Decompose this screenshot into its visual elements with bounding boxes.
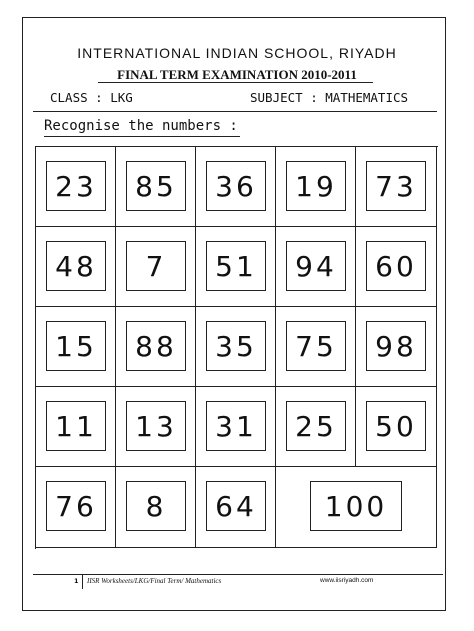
school-name: INTERNATIONAL INDIAN SCHOOL, RIYADH xyxy=(77,45,397,61)
grid-cell xyxy=(116,307,196,387)
exam-title: FINAL TERM EXAMINATION 2010-2011 xyxy=(117,67,357,82)
number-box: 76 xyxy=(46,481,106,531)
number-box: 64 xyxy=(206,481,266,531)
footer-url: www.iisriyadh.com xyxy=(320,577,374,584)
exam-title-underline xyxy=(98,82,373,83)
grid-cell xyxy=(36,307,116,387)
grid-cell xyxy=(116,467,196,548)
grid-cell xyxy=(276,307,356,387)
grid-cell xyxy=(196,467,276,548)
number-box: 60 xyxy=(366,241,426,291)
class-label: CLASS : LKG xyxy=(50,90,133,105)
number-box: 51 xyxy=(206,241,266,291)
number-box: 100 xyxy=(310,481,402,531)
header-divider xyxy=(33,111,437,112)
number-box: 7 xyxy=(126,241,186,291)
grid-cell xyxy=(36,467,116,548)
number-box: 88 xyxy=(126,321,186,371)
grid-cell xyxy=(36,147,116,227)
grid-cell xyxy=(356,387,437,467)
page-number: 1 xyxy=(74,577,79,585)
number-box: 75 xyxy=(286,321,346,371)
number-box: 31 xyxy=(206,401,266,451)
number-box: 15 xyxy=(46,321,106,371)
footer-text: IISR Worksheets/LKG/Final Term/ Mathematics xyxy=(87,577,222,585)
footer-divider xyxy=(33,574,443,575)
footer-separator xyxy=(82,575,83,589)
grid-cell xyxy=(116,387,196,467)
grid-cell xyxy=(196,227,276,307)
grid-cell xyxy=(196,147,276,227)
number-grid xyxy=(35,146,438,549)
grid-cell xyxy=(356,307,437,387)
grid-cell xyxy=(116,147,196,227)
task-instruction: Recognise the numbers : xyxy=(44,118,238,134)
grid-cell xyxy=(196,387,276,467)
subject-label: SUBJECT : MATHEMATICS xyxy=(250,90,409,105)
grid-cell xyxy=(356,147,437,227)
number-box: 36 xyxy=(206,161,266,211)
grid-cell-wide xyxy=(276,467,437,548)
number-box: 50 xyxy=(366,401,426,451)
number-box: 19 xyxy=(286,161,346,211)
number-box: 73 xyxy=(366,161,426,211)
grid-cell xyxy=(276,147,356,227)
number-box: 98 xyxy=(366,321,426,371)
number-box: 13 xyxy=(126,401,186,451)
grid-cell xyxy=(276,387,356,467)
grid-cell xyxy=(36,387,116,467)
grid-cell xyxy=(36,227,116,307)
number-box: 23 xyxy=(46,161,106,211)
task-underline xyxy=(44,136,240,137)
grid-cell xyxy=(356,227,437,307)
grid-cell xyxy=(116,227,196,307)
number-box: 85 xyxy=(126,161,186,211)
grid-cell xyxy=(276,227,356,307)
number-box: 35 xyxy=(206,321,266,371)
number-box: 94 xyxy=(286,241,346,291)
number-box: 11 xyxy=(46,401,106,451)
number-box: 25 xyxy=(286,401,346,451)
number-box: 8 xyxy=(126,481,186,531)
grid-cell xyxy=(196,307,276,387)
number-box: 48 xyxy=(46,241,106,291)
